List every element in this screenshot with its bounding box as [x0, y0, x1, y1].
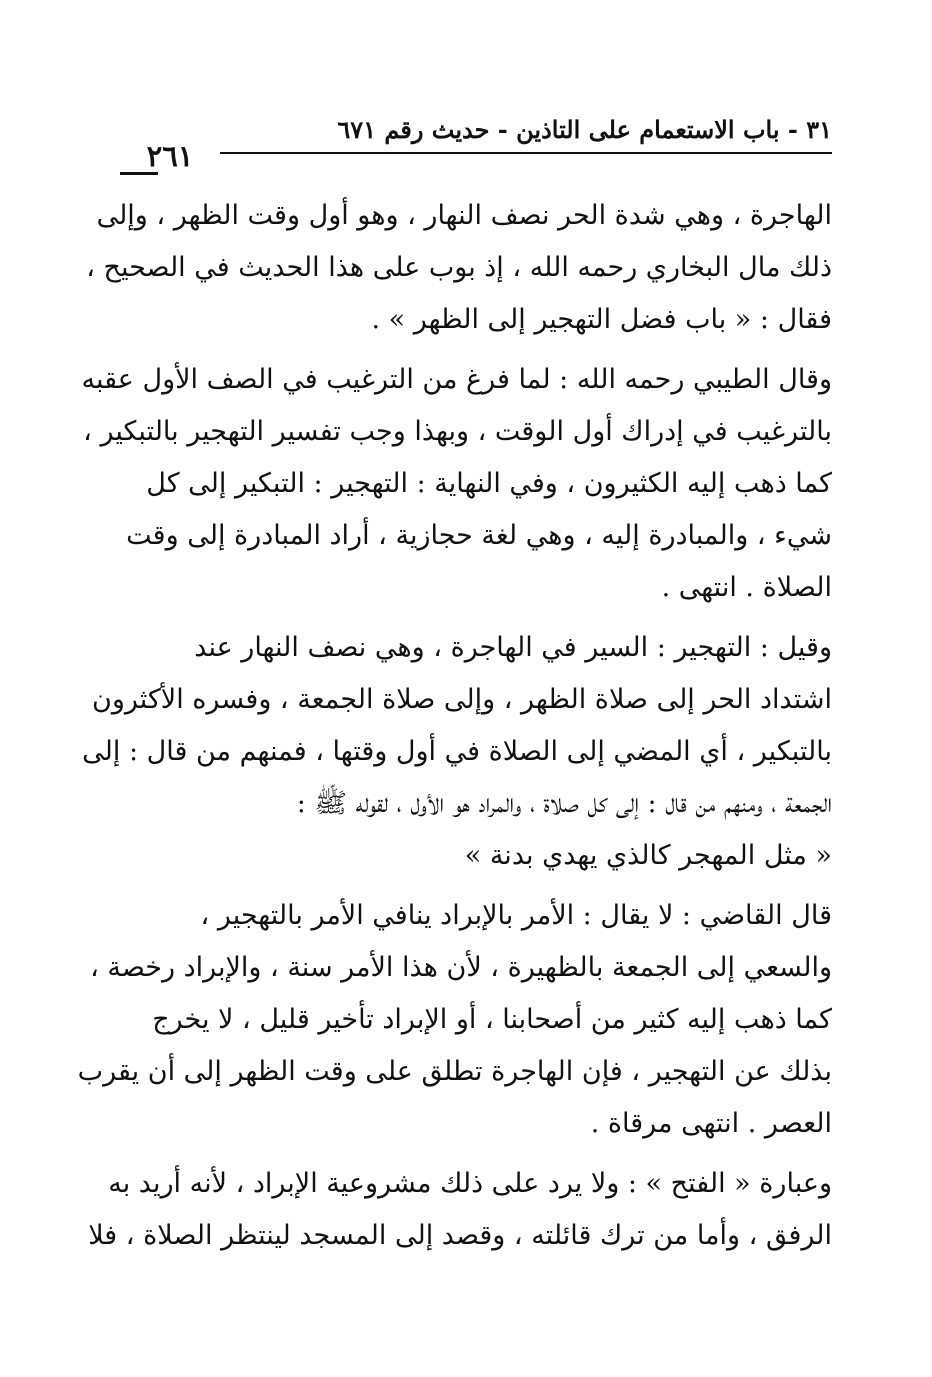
paragraph	[81, 354, 832, 614]
text-line: الرفق ، وأما من ترك قائلته ، وقصد إلى المسجد لينتظر الصلاة ، فلا	[88, 1220, 832, 1251]
text-line: قال القاضي : لا يقال : الأمر بالإبراد ينافي الأمر بالتهجير ،	[200, 900, 832, 931]
chapter-header-title: ٣١ - باب الاستعمام على التاذين - حديث رقم ٦٧١	[337, 115, 832, 144]
text-line: وقيل : التهجير : السير في الهاجرة ، وهي نصف النهار عند	[194, 632, 832, 663]
text-line: وقال الطيبي رحمه الله : لما فرغ من الترغيب في الصف الأول عقبه	[81, 364, 832, 395]
text-line: ذلك مال البخاري رحمه الله ، إذ بوب على هذا الحديث في الصحيح ،	[86, 252, 832, 283]
main-text	[77, 190, 832, 1305]
text-line: الهاجرة ، وهي شدة الحر نصف النهار ، وهو أول وقت الظهر ، وإلى	[96, 200, 832, 231]
text-line: اشتداد الحر إلى صلاة الظهر ، وإلى صلاة الجمعة ، وفسره الأكثرون	[92, 684, 832, 715]
text-line: الصلاة . انتهى .	[661, 572, 832, 603]
text-line: وعبارة « الفتح » : ولا يرد على ذلك مشروعية الإبراد ، لأنه أريد به	[108, 1168, 832, 1199]
paragraph	[77, 890, 832, 1150]
header-rule	[220, 152, 832, 154]
text-line: بالتبكير ، أي المضي إلى الصلاة في أول وقتها ، فمنهم من قال : إلى	[82, 736, 832, 767]
page-number: ٢٦١	[146, 139, 194, 173]
text-line: فقال : « باب فضل التهجير إلى الظهر » .	[371, 304, 832, 335]
text-line: والسعي إلى الجمعة بالظهيرة ، لأن هذا الأمر سنة ، والإبراد رخصة ،	[90, 952, 832, 983]
page-number-rule	[120, 172, 158, 175]
text-line: بالترغيب في إدراك أول الوقت ، وبهذا وجب تفسير التهجير بالتبكير ،	[83, 416, 832, 447]
text-line: كما ذهب إليه كثير من أصحابنا ، أو الإبراد تأخير قليل ، لا يخرج	[152, 1004, 832, 1035]
text-line: العصر . انتهى مرقاة .	[590, 1108, 832, 1139]
paragraph	[88, 1158, 832, 1262]
text-line: بذلك عن التهجير ، فإن الهاجرة تطلق على وقت الظهر إلى أن يقرب	[77, 1056, 832, 1087]
paragraph	[82, 622, 832, 882]
text-line: كما ذهب إليه الكثيرون ، وفي النهاية : التهجير : التبكير إلى كل	[146, 468, 832, 499]
paragraph	[86, 190, 832, 346]
text-line: « مثل المهجر كالذي يهدي بدنة »	[464, 840, 832, 871]
page-header	[120, 108, 832, 178]
text-line: الجمعة ، ومنهم من قال : إلى كل صلاة ، والمراد هو الأول ، لقوله ﷺ :	[296, 788, 832, 819]
text-line: شيء ، والمبادرة إليه ، وهي لغة حجازية ، أراد المبادرة إلى وقت	[126, 520, 832, 551]
